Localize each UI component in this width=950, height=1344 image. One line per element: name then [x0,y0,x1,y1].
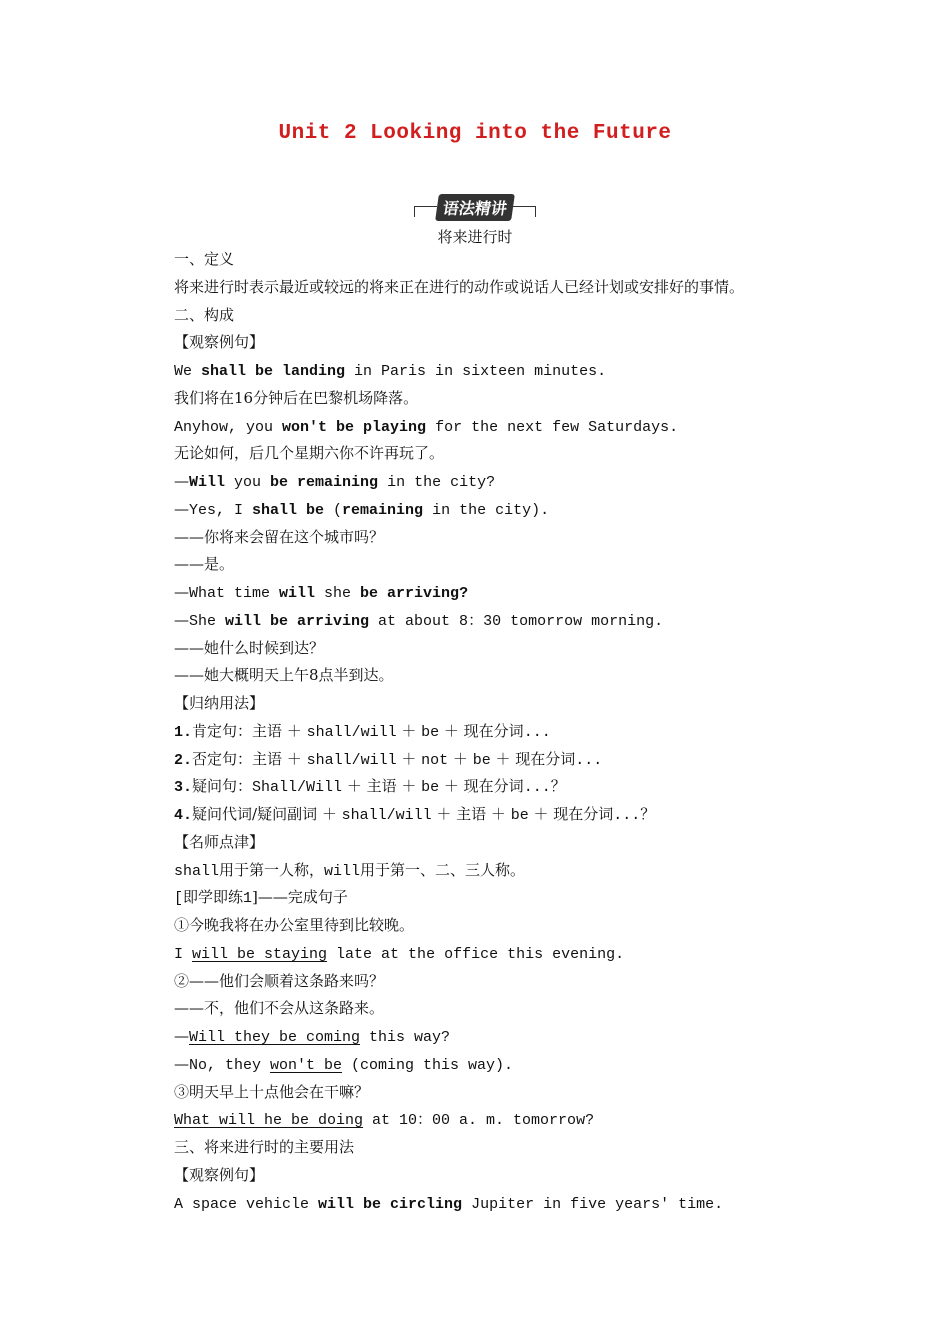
text-segment: ＋ 现在分词 [439,777,524,796]
text-line [174,302,854,330]
text-segment: What time [189,585,280,602]
text-segment: A space vehicle [174,1195,319,1213]
text-segment: 【观察例句】 [174,333,265,352]
text-line [174,1051,854,1079]
text-segment: 1. [174,723,193,741]
text-line [174,829,854,857]
text-segment: ①今晚我将在办公室里待到比较晚。 [174,916,415,934]
text-segment: ... [523,723,551,741]
text-segment: 3. [174,779,193,797]
text-line [174,1134,854,1162]
text-segment: at about 8：30 tomorrow morning. [369,612,664,630]
text-segment: 【归纳用法】 [174,694,265,712]
text-segment: Anyhow, you [174,418,283,436]
text-line [174,524,854,552]
text-segment: ——不，他们不会从这条路来。 [174,999,385,1018]
text-segment: — [174,472,189,490]
text-segment: will be staying [192,945,328,963]
text-segment: in the city). [423,501,550,519]
text-line [174,1106,854,1134]
text-segment: remaining [342,501,424,519]
text-line [174,773,854,801]
text-segment: in Paris in sixteen minutes. [345,363,607,380]
text-segment: ＋ 主语 ＋ [431,805,511,823]
text-segment: She [189,612,226,630]
badge-left-bracket [414,206,437,217]
text-segment: 我们将在16分钟后在巴黎机场降落。 [174,388,419,407]
text-line [174,968,854,996]
text-line [174,579,854,607]
text-line [174,912,854,940]
text-line [174,385,854,413]
text-segment: 疑问句： [192,777,253,796]
document-body [174,246,854,1217]
text-segment: be [510,807,529,824]
text-line [174,607,854,635]
text-segment: Jupiter in five years' time. [462,1195,724,1213]
text-segment: at 10：00 a. m. tomorrow? [363,1112,595,1130]
text-line [174,413,854,441]
text-line [174,690,854,718]
text-segment: ＋ 现在分词 [490,749,576,768]
text-line [174,884,854,912]
text-line [174,329,854,357]
text-segment: shall/will [306,751,397,769]
text-line [174,662,854,690]
text-segment: be arriving? [360,585,469,602]
text-segment: be [421,779,440,797]
text-segment: shall/will [341,807,432,824]
text-segment: ？ [640,805,656,823]
text-segment: — [174,499,189,518]
section-subtitle: 将来进行时 [437,228,513,246]
text-segment: ... [613,807,641,824]
text-line [174,274,854,302]
text-segment: ( [324,501,343,519]
text-line [174,635,854,663]
text-segment: ... [523,779,551,797]
text-segment: — [174,583,189,601]
text-line [174,1162,854,1190]
text-segment: 用于第一、二、三人称。 [360,860,526,879]
text-segment: 用于第一人称， [219,860,325,879]
text-segment: 2. [174,751,193,769]
text-line [174,801,854,829]
text-segment: be remaining [270,474,379,491]
text-segment: be [472,751,491,769]
text-segment: ？ [550,777,566,796]
text-line [174,440,854,468]
text-segment: will [279,585,316,602]
text-segment: ＋ [396,749,422,768]
text-segment: — [174,1054,189,1073]
text-segment: Will they be coming [189,1029,361,1046]
text-segment: 1 [243,890,253,908]
text-segment: — [174,610,189,629]
text-segment: 【观察例句】 [174,1165,265,1184]
text-segment: (coming this way). [342,1056,514,1074]
text-segment: shall be landing [201,363,346,380]
text-segment: 二、构成 [174,305,235,324]
text-segment: No, they [189,1056,271,1074]
page-title: Unit 2 Looking into the Future [278,122,672,145]
text-segment: ＋ 主语 ＋ [342,777,422,796]
text-segment: you [225,474,271,491]
text-segment: 肯定句：主语 ＋ [192,721,307,740]
text-segment: ——你将来会留在这个城市吗？ [174,527,385,546]
text-segment: won't be playing [282,418,427,436]
text-segment: We [174,363,202,380]
text-line [174,246,854,274]
text-segment: ... [575,751,603,769]
section-badge [0,194,950,221]
text-segment: ＋ 现在分词 [439,721,524,740]
text-segment: 【名师点津】 [174,832,265,851]
text-segment: 三、将来进行时的主要用法 [174,1138,355,1156]
text-segment: [即学即练 [174,890,244,908]
text-segment: Yes, I [189,501,253,519]
text-segment: in the city? [378,474,496,491]
text-segment: for the next few Saturdays. [426,418,679,436]
text-segment: I [174,945,193,963]
text-segment: ——她什么时候到达？ [174,638,325,657]
text-segment: not [421,751,449,769]
text-segment: shall be [252,501,325,519]
text-segment: shall/will [306,723,397,741]
text-segment: she [315,585,361,602]
text-segment: 否定句：主语 ＋ [192,749,307,768]
text-segment: 将来进行时表示最近或较远的将来正在进行的动作或说话人已经计划或安排好的事情。 [174,277,745,296]
text-segment: shall [174,862,220,880]
text-line [174,357,854,385]
text-segment: be [421,723,440,741]
text-line [174,551,854,579]
text-line [174,995,854,1023]
text-segment: won't be [270,1056,343,1074]
text-segment: ——她大概明天上午8点半到达。 [174,666,394,685]
text-segment: will [324,862,361,880]
badge-right-bracket [513,206,536,217]
text-segment: ]——完成句子 [252,888,348,907]
text-segment: ——是。 [174,555,235,574]
text-segment: 一、定义 [174,250,235,268]
section-badge-label: 语法精讲 [435,194,515,221]
text-segment: ③明天早上十点他会在干嘛？ [174,1082,370,1101]
text-segment: Will [189,474,226,491]
text-segment: late at the office this evening. [327,945,625,963]
text-line [174,1079,854,1107]
text-segment: Shall/Will [252,779,343,797]
text-segment: ＋ [448,749,473,768]
text-line [174,468,854,496]
text-segment: ＋ 现在分词 [528,805,614,823]
text-segment: ＋ [396,721,422,740]
text-segment: this way? [360,1029,451,1046]
text-segment: ②——他们会顺着这条路来吗？ [174,971,385,990]
text-segment: 无论如何，后几个星期六你不许再玩了。 [174,444,445,463]
text-segment: — [174,1027,189,1045]
text-segment: will be arriving [225,612,370,630]
text-segment: will be circling [318,1195,463,1213]
text-line [174,746,854,774]
text-line [174,1190,854,1218]
text-line [174,1023,854,1051]
text-segment: 疑问代词/疑问副词 ＋ [192,805,342,823]
text-segment: 4. [174,807,193,824]
text-segment: What will he be doing [174,1112,364,1130]
text-line [174,496,854,524]
text-line [174,857,854,885]
text-line [174,718,854,746]
text-line [174,940,854,968]
